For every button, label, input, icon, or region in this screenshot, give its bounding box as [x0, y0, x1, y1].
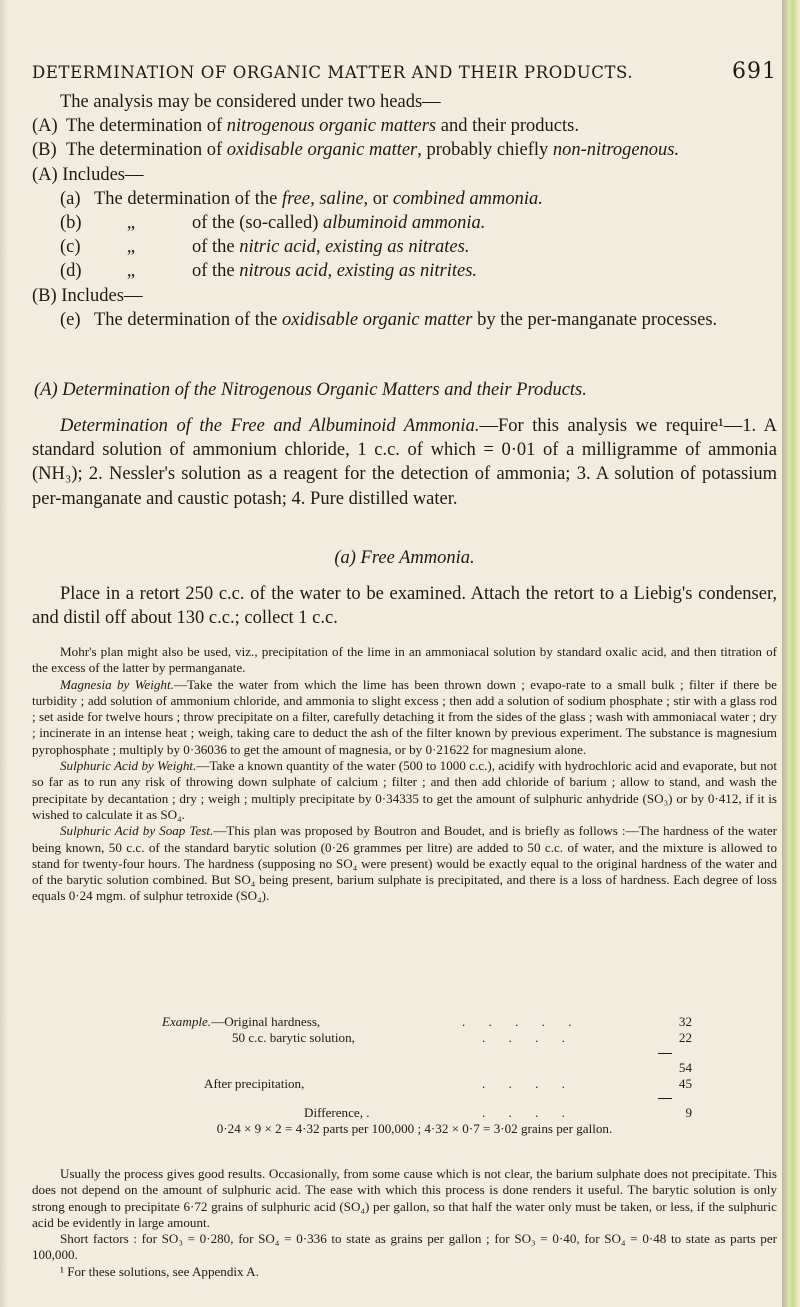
footnote: ¹ For these solutions, see Appendix A. [60, 1263, 259, 1279]
example-row-barytic: 50 c.c. barytic solution, . . . . 22 [232, 1030, 692, 1046]
notes-section [32, 644, 777, 905]
example-row-after: After precipitation, . . . . 45 [204, 1075, 692, 1091]
sum-rule [658, 1053, 672, 1054]
usually-note: Usually the process gives good results. Occasionally, from some cause which is not clear, the barium sulphate does not precipitate. This does not depend on the amount of sulphuric acid. The ease with which this process is done renders it useful. The barytic solution is only strong enough to precipitate 6·72 grains of sulphuric acid (SO₄) per gallon, so that half the water only must be taken, or less, if the sulphuric acid be evidently in large amount. [32, 1166, 777, 1230]
section-heading: (A) Determination of the Nitrogenous Organic Matters and their Products. [34, 380, 587, 400]
intro-section [32, 90, 777, 332]
magnesia-note: Magnesia by Weight.—Take the water from which the lime has been thrown down ; evapo-rate to a small bulk ; filter if there be turbidity ; add solution of ammonium chloride, and ammonia to slight excess ; then add a solution of sodium phosphate ; stir with a glass rod ; set aside for twelve hours ; throw precipitate on a filter, carefully detaching it from the sides of the glass ; wash with ammoniacal water ; dry ; incinerate in an intense heat ; weigh, taking care to deduct the ash of the filter known by previous experiment. The substance is magnesium pyrophosphate ; multiply by 0·36036 to get the amount of magnesia, or by 0·21622 for magnesium alone. [32, 676, 777, 757]
a-includes: (A) Includes— [32, 164, 144, 185]
soap-note: Sulphuric Acid by Soap Test.—This plan was proposed by Boutron and Boudet, and is briefly as follows :—The hardness of the water being known, 50 c.c. of the standard barytic solution (0·26 grammes per litre) are added to 50 c.c. of water, and the mixture is allowed to stand for twenty-four hours. The hardness (supposing no SO₄ were present) would be exactly equal to the original hardness of the water and of the barytic solution combined. But SO₄ being present, barium sulphate is precipitated, and there is a loss of hardness. Each degree of loss equals 0·24 mgm. of sulphur tetroxide (SO₄). [32, 823, 777, 904]
example-row-original: Example.—Original hardness, . . . . . 32 [162, 1014, 692, 1029]
head-a [32, 114, 777, 138]
head-b-label: (B) [32, 140, 57, 161]
calculation-line: 0·24 × 9 × 2 = 4·32 parts per 100,000 ; 4·32 × 0·7 = 3·02 grains per gallon. [216, 1121, 613, 1137]
free-albuminoid-heading: Determination of the Free and Albuminoid Ammonia. [60, 416, 480, 436]
free-ammonia-paragraph: Place in a retort 250 c.c. of the water to be examined. Attach the retort to a Liebig's condenser, and distil off about 130 c.c.; collect 1 c.c. [32, 584, 777, 629]
page-edge-shadow [0, 0, 8, 1307]
example-table [32, 1014, 777, 1138]
book-spine-edge [782, 0, 800, 1307]
head-b-text: The determination of oxidisable organic matter, probably chiefly non-nitrogenous. [66, 140, 680, 161]
page-number: 691 [732, 59, 777, 84]
item-c: (c) „ of the nitric acid, existing as nitrates. [60, 237, 470, 258]
item-a: (a) The determination of the free, saline, or combined ammonia. [60, 188, 543, 209]
free-albuminoid-paragraph [32, 414, 777, 511]
head-a-text: The determination of nitrogenous organic matters and their products. [66, 116, 579, 137]
closing-notes [32, 1166, 777, 1280]
intro-lead: The analysis may be considered under two heads— [60, 92, 441, 112]
example-row-difference: Difference, . . . . . 9 [304, 1105, 692, 1121]
running-head-title: DETERMINATION OF ORGANIC MATTER AND THEIR PRODUCTS. [32, 63, 634, 82]
item-e: (e) The determination of the oxidisable organic matter by the per-manganate processes. [60, 309, 718, 330]
free-ammonia-heading: (a) Free Ammonia. [334, 548, 475, 568]
item-d: (d) „ of the nitrous acid, existing as nitrites. [60, 261, 478, 282]
example-row-sum: 54 [678, 1059, 692, 1075]
sulphuric-note: Sulphuric Acid by Weight.—Take a known quantity of the water (500 to 1000 c.c.), acidify with hydrochloric acid and evaporate, but not so far as to run any risk of throwing down sulphate of calcium ; filter ; and then add chloride of barium ; allow to stand, and wash the precipitate by decantation ; dry ; weigh ; multiply precipitate by 0·34335 to get the amount of sulphuric anhydride (SO₃) or by 0·412, if it is wished to calculate it as SO₄. [32, 758, 777, 822]
b-includes: (B) Includes— [32, 285, 143, 306]
free-albuminoid-text: —For this analysis we require¹—1. A standard solution of ammonium chloride, 1 c.c. of which = 0·01 of a milligramme of ammonia (NH₃); 2. Nessler's solution as a reagent for the detection of ammonia; 3. A solution of potassium per-manganate and caustic potash; 4. Pure distilled water. [32, 416, 778, 509]
mohr-note: Mohr's plan might also be used, viz., precipitation of the lime in an ammoniacal solution by standard oxalic acid, and then titration of the excess of the latter by permanganate. [32, 644, 777, 676]
difference-rule [658, 1098, 672, 1099]
head-a-label: (A) [32, 116, 58, 137]
head-b [32, 138, 777, 162]
item-b: (b) „ of the (so-called) albuminoid ammonia. [60, 213, 486, 234]
short-factors-note: Short factors : for SO₃ = 0·280, for SO₄ = 0·336 to state as grains per gallon ; for SO₃ = 0·40, for SO₄ = 0·48 to state as parts per 100,000. [32, 1231, 777, 1263]
